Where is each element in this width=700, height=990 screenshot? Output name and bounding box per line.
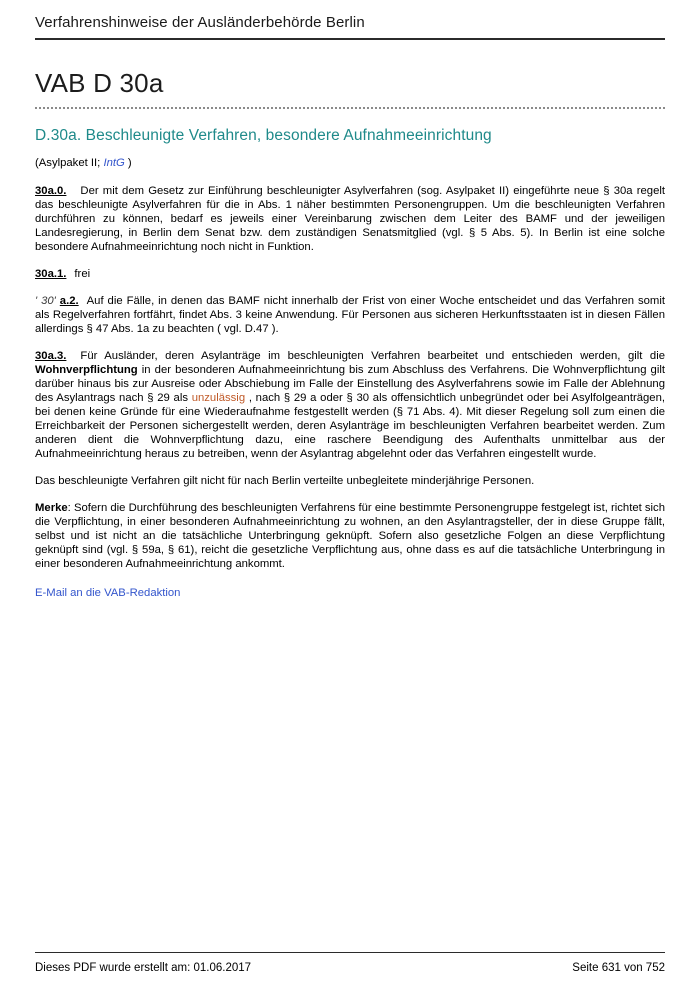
section-heading: D.30a. Beschleunigte Verfahren, besondere Aufnahmeeinrichtung [35, 127, 492, 144]
paragraph-30a1 [35, 267, 665, 281]
header-divider [35, 38, 665, 40]
paragraph-30a2 [35, 294, 665, 336]
paragraph-text: in der besonderen Aufnahmeeinrichtung bis zum Abschluss des Verfahrens. Die Wohnverpflichtung gilt darüber hinaus bis zur Ausreise oder Abschiebung im Falle der Einstellung des Asylverfahrens sowie im Falle der Ablehnung des Asylantrags nach § 29 als [35, 364, 665, 404]
paragraph-text: , nach § 29 a oder § 30 als offensichtlich unbegründet oder bei Asylfolgeanträgen, bei denen keine Gründe für eine Wiederaufnahme festgestellt werden (§ 71 Abs. 4). Mit dieser Regelung soll zum einen die Erreichbarkeit der Personen sichergestellt werden, deren Asylanträge im beschleunigten Verfahren bearbeitet werden. Zum anderen dient die Wohnverpflichtung dazu, eine raschere Beendigung des Aufenthalts unmittelbar aus der Aufnahmeeinrichtung heraus zu betreiben, wenn der Asylantrag abgelehnt oder das Verfahren eingestellt wurde. [35, 392, 666, 460]
paragraph-text: frei [74, 268, 91, 280]
paragraph-text: Der mit dem Gesetz zur Einführung beschleunigter Asylverfahren (sog. Asylpaket II) eingeführte neue § 30a regelt das beschleunigte Asylverfahren für die in Abs. 1 näher bestimmten Personengruppen. Um die beschleunigten Verfahren durchführen zu können, bedarf es jeweils einer Vereinbarung zwischen dem Leiter des BAMF und der jeweiligen Landesregierung, in Berlin dem Senat bzw. dem zuständigen Senatsmitglied (vgl. § 5 Abs. 5). In Berlin ist eine solche besondere Aufnahmeeinrichtung noch nicht in Funktion. [35, 185, 665, 253]
paragraph-label: 30a.0. [35, 185, 67, 197]
merke-label: Merke [35, 502, 68, 514]
document-header [35, 10, 665, 40]
title-divider [35, 107, 665, 109]
emphasized-term: Wohnverpflichtung [35, 364, 138, 376]
header-title: Verfahrenshinweise der Ausländerbehörde Berlin [35, 14, 365, 31]
subtitle-prefix: (Asylpaket II; [35, 157, 104, 169]
paragraph-text: : Sofern die Durchführung des beschleunigten Verfahrens für eine bestimmte Personengruppe festgelegt ist, richtet sich die Verpflichtung, in einer besonderen Aufnahmeeinrichtung zu wohnen, an den Asylantragsteller, der in diese Gruppe fällt, selbst und ist nicht an die tatsächliche Unterbringung geknüpft. Sofern also gesetzliche Folgen an diese Verpflichtung geknüpft sind (vgl. § 59a, § 61), reicht die gesetzliche Verpflichtung aus, ohne dass es auf die tatsächliche Unterbringung in einer besonderen Aufnahmeeinrichtung ankommt. [35, 502, 665, 570]
paragraph-label: 30a.1. [35, 268, 67, 280]
paragraph-text: Für Ausländer, deren Asylanträge im beschleunigten Verfahren bearbeitet und entschieden werden, gilt die [80, 350, 665, 362]
paragraph-minors [35, 474, 665, 488]
page-title: VAB D 30a [35, 68, 164, 98]
paragraph-30a0 [35, 184, 665, 254]
email-row [35, 587, 665, 599]
revision-mark: ' 30' [35, 295, 56, 307]
paragraph-30a3 [35, 349, 665, 461]
subtitle-suffix: ) [124, 157, 132, 169]
unzulaessig-link[interactable]: unzulässig [191, 392, 246, 404]
intg-link[interactable]: IntG [103, 157, 125, 169]
footer-page-number: Seite 631 von 752 [572, 962, 665, 974]
footer-row [35, 953, 665, 974]
document-footer [35, 952, 665, 974]
paragraph-text: Auf die Fälle, in denen das BAMF nicht innerhalb der Frist von einer Woche entscheidet und das Verfahren somit als Regelverfahren fortfährt, findet Abs. 3 keine Anwendung. Für Personen aus sicheren Herkunftsstaaten ist in diesen Fällen allerdings § 47 Abs. 1a zu beachten ( vgl. D.47 ). [35, 295, 665, 335]
paragraph-label: 30a.3. [35, 350, 67, 362]
subtitle [35, 157, 665, 169]
paragraph-text: Das beschleunigte Verfahren gilt nicht für nach Berlin verteilte unbegleitete minderjährige Personen. [35, 475, 535, 487]
paragraph-label: a.2. [59, 295, 79, 307]
email-redaktion-link[interactable]: E-Mail an die VAB-Redaktion [35, 587, 181, 599]
footer-created-date: Dieses PDF wurde erstellt am: 01.06.2017 [35, 962, 252, 974]
paragraph-merke [35, 501, 665, 571]
